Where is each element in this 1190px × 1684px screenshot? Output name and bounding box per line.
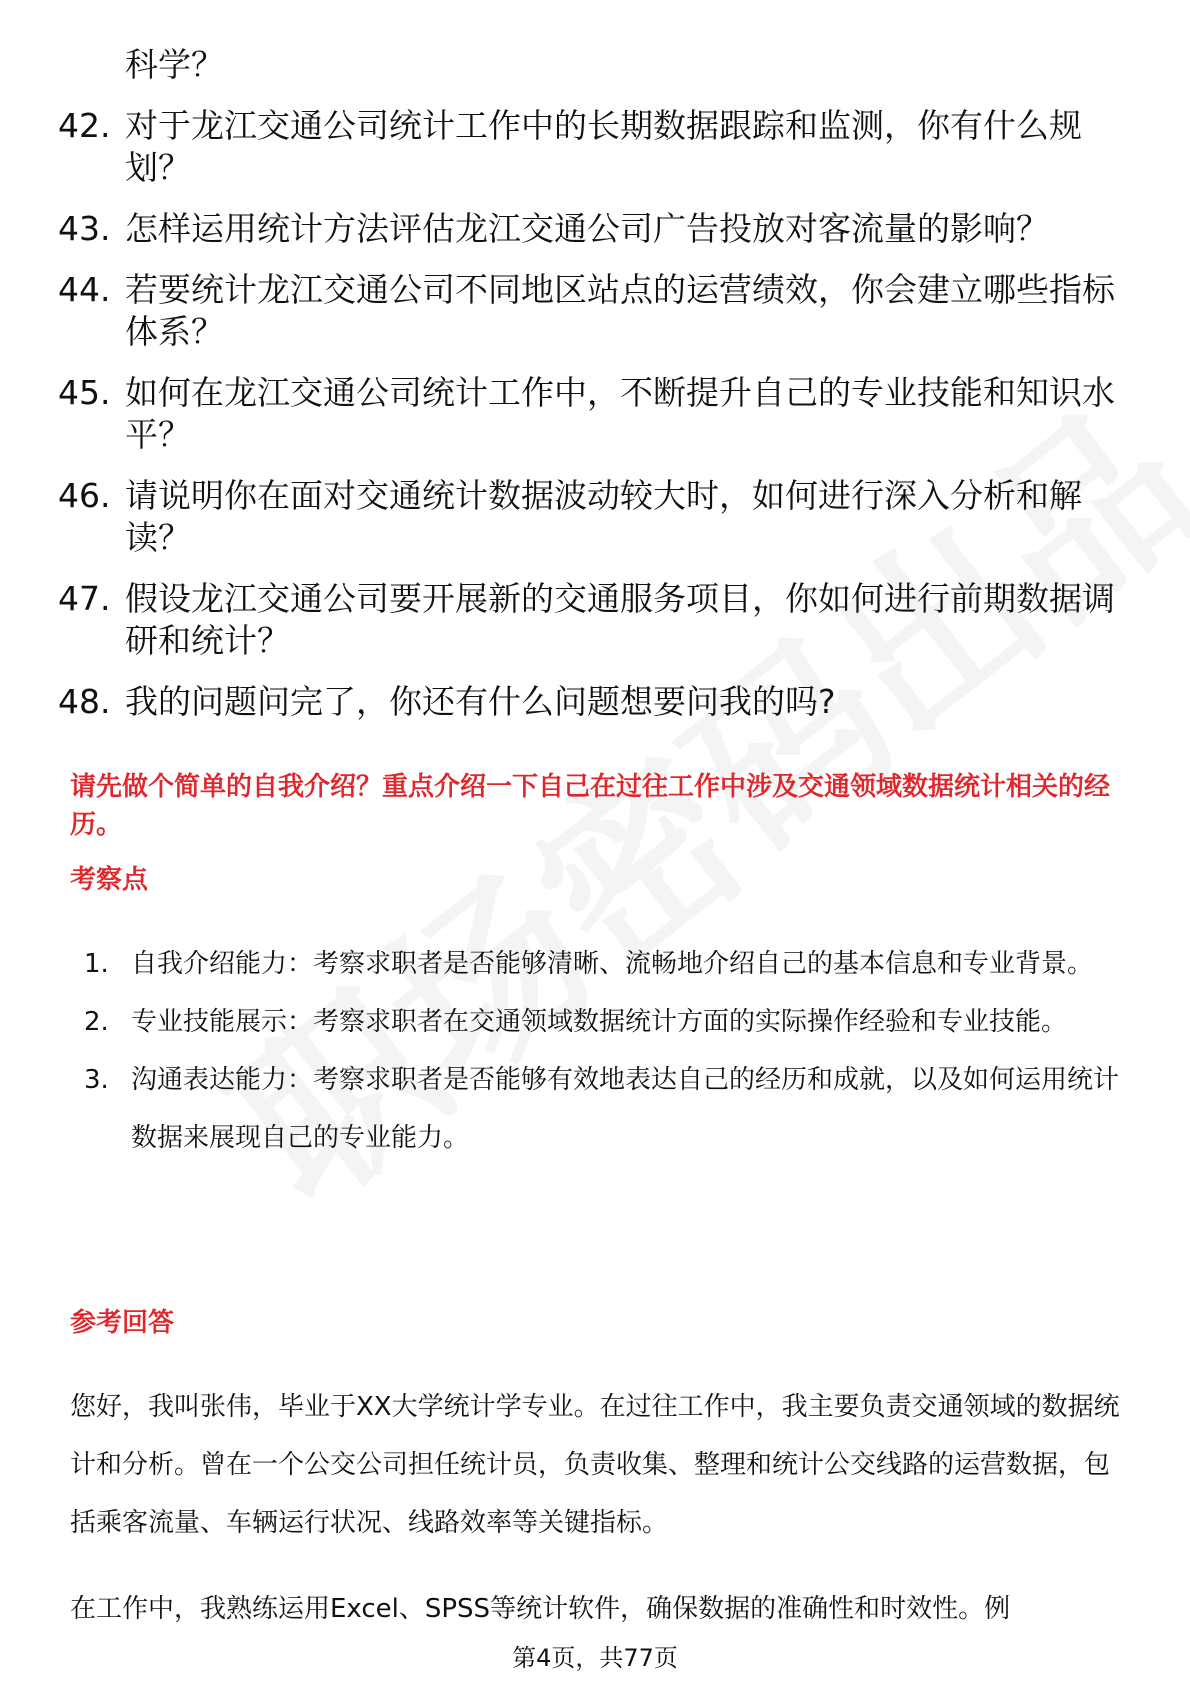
list-item (58, 44, 1118, 86)
question-text: 怎样运用统计方法评估龙江交通公司广告投放对客流量的影响？ (125, 209, 1049, 248)
point-text: 沟通表达能力：考察求职者是否能够有效地表达自己的经历和成就，以及如何运用统计数据来展现自己的专业能力。 (131, 1065, 1120, 1153)
point-number: 3. (84, 1065, 109, 1095)
question-text: 我的问题问完了，你还有什么问题想要问我的吗? (125, 682, 836, 721)
question-text: 科学？ (125, 45, 224, 84)
point-number: 2. (84, 1007, 109, 1037)
list-item (58, 475, 1118, 559)
list-item (58, 105, 1118, 189)
question-number: 43. (58, 209, 111, 248)
list-item (58, 208, 1118, 250)
question-text: 若要统计龙江交通公司不同地区站点的运营绩效，你会建立哪些指标体系？ (125, 270, 1115, 351)
point-text: 自我介绍能力：考察求职者是否能够清晰、流畅地介绍自己的基本信息和专业背景。 (131, 949, 1094, 979)
point-number: 1. (84, 949, 109, 979)
question-number: 47. (58, 579, 111, 618)
list-item (78, 993, 1128, 1051)
question-number: 48. (58, 682, 111, 721)
question-text: 假设龙江交通公司要开展新的交通服务项目，你如何进行前期数据调研和统计？ (125, 579, 1115, 660)
question-number: 46. (58, 476, 111, 515)
question-text: 如何在龙江交通公司统计工作中，不断提升自己的专业技能和知识水平？ (125, 373, 1115, 454)
question-number (58, 44, 125, 86)
list-item (58, 269, 1118, 353)
answer-paragraph: 在工作中，我熟练运用Excel、SPSS等统计软件，确保数据的准确性和时效性。例 (70, 1594, 1011, 1624)
reference-label: 参考回答 (70, 1308, 175, 1338)
list-item (78, 935, 1128, 993)
assessment-label: 考察点 (70, 865, 149, 895)
section-heading: 请先做个简单的自我介绍？重点介绍一下自己在过往工作中涉及交通领域数据统计相关的经历。 (70, 772, 1111, 840)
list-item (58, 578, 1118, 662)
point-text: 专业技能展示：考察求职者在交通领域数据统计方面的实际操作经验和专业技能。 (131, 1007, 1068, 1037)
list-item (58, 372, 1118, 456)
assessment-points (78, 935, 1128, 1167)
question-number: 44. (58, 270, 111, 309)
list-item (58, 681, 1118, 723)
question-number: 42. (58, 106, 111, 145)
question-text: 请说明你在面对交通统计数据波动较大时，如何进行深入分析和解读？ (125, 476, 1082, 557)
answer-paragraph: 您好，我叫张伟，毕业于XX大学统计学专业。在过往工作中，我主要负责交通领域的数据统计和分析。曾在一个公交公司担任统计员，负责收集、整理和统计公交线路的运营数据，包括乘客流量、车辆运行状况、线路效率等关键指标。 (70, 1392, 1120, 1538)
question-text: 对于龙江交通公司统计工作中的长期数据跟踪和监测，你有什么规划？ (125, 106, 1082, 187)
question-number: 45. (58, 373, 111, 412)
question-list (58, 44, 1118, 742)
page-footer: 第4页，共77页 (512, 1644, 678, 1672)
list-item (78, 1051, 1128, 1167)
